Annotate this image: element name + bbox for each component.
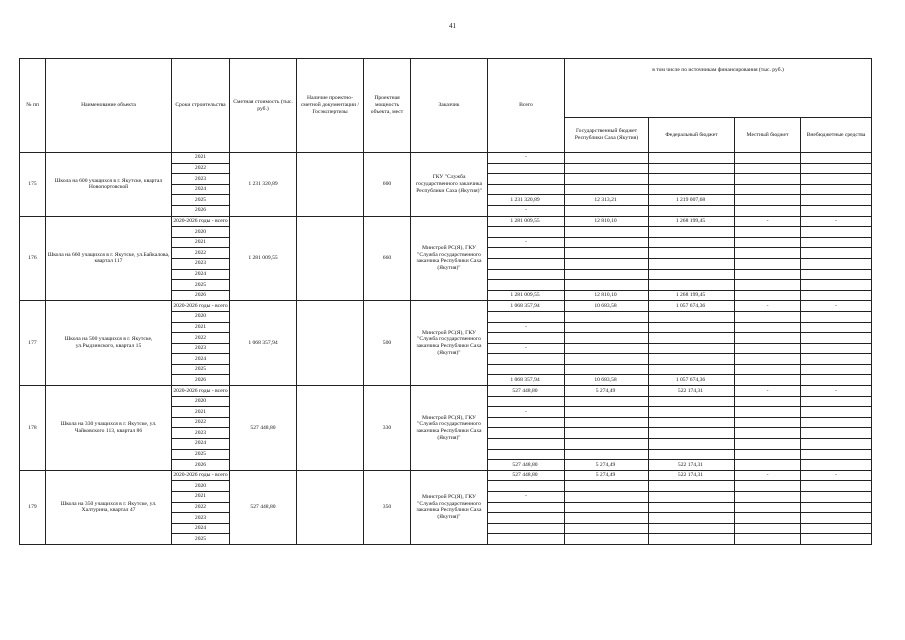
table-row	[20, 153, 872, 164]
year-cell: 2022	[172, 333, 230, 344]
federal-budget-cell	[649, 417, 735, 428]
local-budget-cell	[735, 481, 801, 492]
offbudget-cell	[801, 460, 872, 471]
total-cell	[488, 163, 565, 174]
state-budget-cell	[565, 174, 649, 185]
header-local-budget: Местный бюджет	[735, 118, 801, 153]
state-budget-cell: 10 683,58	[565, 375, 649, 386]
object-number: 178	[20, 386, 46, 471]
federal-budget-cell	[649, 184, 735, 195]
offbudget-cell	[801, 407, 872, 418]
header-row	[20, 59, 872, 118]
total-cell: -	[488, 407, 565, 418]
total-cell: -	[488, 322, 565, 333]
offbudget-cell	[801, 492, 872, 503]
object-customer: Минстрой РС(Я), ГКУ "Служба государственного заказчика Республики Саха (Якутия)"	[411, 216, 488, 301]
object-capacity: 500	[364, 301, 411, 386]
header-docs: Наличие проектно-сметной документации /Госэкспертизы	[297, 59, 364, 153]
total-cell	[488, 396, 565, 407]
state-budget-cell	[565, 417, 649, 428]
local-budget-cell	[735, 205, 801, 216]
federal-budget-cell	[649, 396, 735, 407]
state-budget-cell	[565, 280, 649, 291]
offbudget-cell	[801, 375, 872, 386]
state-budget-cell	[565, 439, 649, 450]
year-cell: 2020-2026 годы - всего	[172, 386, 230, 397]
local-budget-cell	[735, 449, 801, 460]
year-cell: 2023	[172, 174, 230, 185]
header-customer: Заказчик	[411, 59, 488, 153]
total-cell	[488, 428, 565, 439]
total-cell: -	[488, 343, 565, 354]
local-budget-cell	[735, 248, 801, 259]
local-budget-cell	[735, 523, 801, 534]
offbudget-cell	[801, 502, 872, 513]
state-budget-cell	[565, 184, 649, 195]
local-budget-cell	[735, 237, 801, 248]
object-customer: Минстрой РС(Я), ГКУ "Служба государственного заказчика Республики Саха (Якутия)"	[411, 470, 488, 544]
offbudget-cell	[801, 343, 872, 354]
year-cell: 2025	[172, 364, 230, 375]
local-budget-cell	[735, 290, 801, 301]
total-cell	[488, 417, 565, 428]
year-cell: 2024	[172, 269, 230, 280]
state-budget-cell	[565, 237, 649, 248]
offbudget-cell: -	[801, 470, 872, 481]
total-cell	[488, 248, 565, 259]
state-budget-cell	[565, 396, 649, 407]
object-cost: 527 448,80	[230, 386, 297, 471]
year-cell: 2026	[172, 290, 230, 301]
federal-budget-cell	[649, 205, 735, 216]
local-budget-cell: -	[735, 470, 801, 481]
year-cell: 2026	[172, 375, 230, 386]
local-budget-cell	[735, 375, 801, 386]
year-cell: 2025	[172, 280, 230, 291]
object-docs	[297, 386, 364, 471]
total-cell: -	[488, 205, 565, 216]
total-cell	[488, 364, 565, 375]
offbudget-cell	[801, 258, 872, 269]
total-cell	[488, 523, 565, 534]
offbudget-cell	[801, 428, 872, 439]
federal-budget-cell	[649, 492, 735, 503]
federal-budget-cell	[649, 153, 735, 164]
table-body	[20, 153, 872, 545]
local-budget-cell	[735, 258, 801, 269]
total-cell	[488, 311, 565, 322]
federal-budget-cell	[649, 333, 735, 344]
year-cell: 2023	[172, 343, 230, 354]
object-name: Школа на 600 учащихся в г. Якутске, квартал Новопортовской	[46, 153, 172, 217]
year-cell: 2021	[172, 322, 230, 333]
object-name: Школа на 350 учащихся в г. Якутске, ул. Халтурина, квартал 47	[46, 470, 172, 544]
federal-budget-cell: 522 174,31	[649, 460, 735, 471]
year-cell: 2023	[172, 258, 230, 269]
object-capacity: 660	[364, 216, 411, 301]
state-budget-cell	[565, 407, 649, 418]
local-budget-cell	[735, 153, 801, 164]
total-cell: 527 448,80	[488, 470, 565, 481]
offbudget-cell	[801, 439, 872, 450]
offbudget-cell	[801, 354, 872, 365]
year-cell: 2020-2026 годы - всего	[172, 216, 230, 227]
year-cell: 2020	[172, 481, 230, 492]
federal-budget-cell	[649, 237, 735, 248]
local-budget-cell	[735, 492, 801, 503]
header-capacity: Проектная мощность объекта, мест	[364, 59, 411, 153]
federal-budget-cell	[649, 248, 735, 259]
total-cell: -	[488, 237, 565, 248]
total-cell: 1 068 357,94	[488, 375, 565, 386]
federal-budget-cell: 1 268 199,45	[649, 216, 735, 227]
offbudget-cell	[801, 153, 872, 164]
offbudget-cell	[801, 481, 872, 492]
year-cell: 2025	[172, 534, 230, 545]
offbudget-cell	[801, 174, 872, 185]
state-budget-cell	[565, 227, 649, 238]
federal-budget-cell	[649, 439, 735, 450]
year-cell: 2021	[172, 407, 230, 418]
offbudget-cell	[801, 364, 872, 375]
state-budget-cell: 10 683,58	[565, 301, 649, 312]
object-name: Школа на 500 учащихся в г. Якутске, ул.Рыдзинского, квартал 15	[46, 301, 172, 386]
federal-budget-cell	[649, 523, 735, 534]
header-name: Наименование объекта	[46, 59, 172, 153]
state-budget-cell	[565, 492, 649, 503]
federal-budget-cell	[649, 174, 735, 185]
state-budget-cell	[565, 343, 649, 354]
total-cell	[488, 439, 565, 450]
federal-budget-cell: 522 174,31	[649, 470, 735, 481]
page-number: 41	[449, 22, 456, 30]
object-docs	[297, 301, 364, 386]
offbudget-cell: -	[801, 216, 872, 227]
object-cost: 527 448,80	[230, 470, 297, 544]
object-number: 176	[20, 216, 46, 301]
table-row	[20, 386, 872, 397]
year-cell: 2022	[172, 417, 230, 428]
total-cell: 1 231 320,89	[488, 195, 565, 206]
local-budget-cell	[735, 343, 801, 354]
state-budget-cell: 5 274,49	[565, 470, 649, 481]
object-capacity: 350	[364, 470, 411, 544]
year-cell: 2021	[172, 153, 230, 164]
state-budget-cell	[565, 333, 649, 344]
offbudget-cell	[801, 534, 872, 545]
offbudget-cell	[801, 396, 872, 407]
local-budget-cell	[735, 163, 801, 174]
year-cell: 2025	[172, 195, 230, 206]
federal-budget-cell	[649, 343, 735, 354]
object-name: Школа на 660 учащихся в г. Якутске, ул.Байкалова, квартал 117	[46, 216, 172, 301]
federal-budget-cell	[649, 280, 735, 291]
object-cost: 1 231 320,89	[230, 153, 297, 217]
year-cell: 2021	[172, 492, 230, 503]
object-name: Школа на 330 учащихся в г. Якутске, ул. Чайковского 113, квартал 86	[46, 386, 172, 471]
table-row	[20, 216, 872, 227]
total-cell	[488, 280, 565, 291]
object-number: 177	[20, 301, 46, 386]
local-budget-cell	[735, 322, 801, 333]
federal-budget-cell: 522 174,31	[649, 386, 735, 397]
offbudget-cell	[801, 195, 872, 206]
local-budget-cell	[735, 364, 801, 375]
local-budget-cell	[735, 195, 801, 206]
state-budget-cell	[565, 322, 649, 333]
year-cell: 2025	[172, 449, 230, 460]
state-budget-cell	[565, 153, 649, 164]
year-cell: 2020	[172, 311, 230, 322]
offbudget-cell	[801, 513, 872, 524]
local-budget-cell	[735, 439, 801, 450]
total-cell	[488, 258, 565, 269]
total-cell	[488, 269, 565, 280]
local-budget-cell	[735, 227, 801, 238]
object-cost: 1 281 009,55	[230, 216, 297, 301]
local-budget-cell: -	[735, 216, 801, 227]
object-docs	[297, 153, 364, 217]
total-cell: 527 448,80	[488, 386, 565, 397]
header-sources: в том числе по источникам финансирования (тыс. руб.)	[565, 59, 872, 118]
state-budget-cell: 5 274,49	[565, 386, 649, 397]
year-cell: 2020	[172, 396, 230, 407]
header-state-budget: Государственный бюджет Республики Саха (Якутия)	[565, 118, 649, 153]
local-budget-cell	[735, 534, 801, 545]
local-budget-cell	[735, 407, 801, 418]
offbudget-cell	[801, 248, 872, 259]
year-cell: 2024	[172, 439, 230, 450]
state-budget-cell	[565, 258, 649, 269]
offbudget-cell: -	[801, 386, 872, 397]
state-budget-cell	[565, 248, 649, 259]
total-cell: 1 281 009,55	[488, 290, 565, 301]
total-cell	[488, 333, 565, 344]
offbudget-cell	[801, 523, 872, 534]
federal-budget-cell	[649, 269, 735, 280]
federal-budget-cell	[649, 407, 735, 418]
object-capacity: 600	[364, 153, 411, 217]
state-budget-cell	[565, 513, 649, 524]
state-budget-cell	[565, 428, 649, 439]
year-cell: 2024	[172, 184, 230, 195]
total-cell: 527 448,80	[488, 460, 565, 471]
offbudget-cell	[801, 311, 872, 322]
federal-budget-cell	[649, 354, 735, 365]
year-cell: 2026	[172, 460, 230, 471]
state-budget-cell	[565, 205, 649, 216]
state-budget-cell	[565, 523, 649, 534]
local-budget-cell	[735, 280, 801, 291]
offbudget-cell	[801, 290, 872, 301]
total-cell: -	[488, 153, 565, 164]
federal-budget-cell	[649, 481, 735, 492]
local-budget-cell	[735, 460, 801, 471]
header-federal-budget: Федеральный бюджет	[649, 118, 735, 153]
local-budget-cell	[735, 184, 801, 195]
state-budget-cell: 12 810,10	[565, 216, 649, 227]
state-budget-cell: 12 313,21	[565, 195, 649, 206]
offbudget-cell	[801, 322, 872, 333]
total-cell	[488, 534, 565, 545]
object-cost: 1 068 357,94	[230, 301, 297, 386]
federal-budget-cell	[649, 163, 735, 174]
federal-budget-cell	[649, 534, 735, 545]
offbudget-cell	[801, 237, 872, 248]
year-cell: 2023	[172, 428, 230, 439]
total-cell	[488, 184, 565, 195]
year-cell: 2022	[172, 248, 230, 259]
header-offbudget: Внебюджетные средства	[801, 118, 872, 153]
object-customer: ГКУ "Служба государственного заказчика Республики Саха (Якутия)"	[411, 153, 488, 217]
year-cell: 2026	[172, 205, 230, 216]
local-budget-cell	[735, 396, 801, 407]
local-budget-cell	[735, 513, 801, 524]
year-cell: 2024	[172, 354, 230, 365]
year-cell: 2020-2026 годы - всего	[172, 470, 230, 481]
state-budget-cell	[565, 163, 649, 174]
offbudget-cell	[801, 280, 872, 291]
total-cell	[488, 449, 565, 460]
object-docs	[297, 216, 364, 301]
offbudget-cell	[801, 417, 872, 428]
state-budget-cell	[565, 311, 649, 322]
year-cell: 2024	[172, 523, 230, 534]
object-customer: Минстрой РС(Я), ГКУ "Служба государственного заказчика Республики Саха (Якутия)"	[411, 301, 488, 386]
financing-table	[19, 58, 872, 545]
total-cell	[488, 227, 565, 238]
year-cell: 2020	[172, 227, 230, 238]
table-row	[20, 470, 872, 481]
object-customer: Минстрой РС(Я), ГКУ "Служба государственного заказчика Республики Саха (Якутия)"	[411, 386, 488, 471]
federal-budget-cell	[649, 311, 735, 322]
federal-budget-cell	[649, 513, 735, 524]
federal-budget-cell: 1 057 674,36	[649, 375, 735, 386]
offbudget-cell: -	[801, 301, 872, 312]
year-cell: 2022	[172, 502, 230, 513]
local-budget-cell	[735, 502, 801, 513]
total-cell	[488, 481, 565, 492]
federal-budget-cell	[649, 364, 735, 375]
year-cell: 2020-2026 годы - всего	[172, 301, 230, 312]
federal-budget-cell	[649, 258, 735, 269]
total-cell	[488, 354, 565, 365]
local-budget-cell	[735, 417, 801, 428]
state-budget-cell	[565, 269, 649, 280]
local-budget-cell	[735, 428, 801, 439]
year-cell: 2022	[172, 163, 230, 174]
local-budget-cell	[735, 269, 801, 280]
state-budget-cell	[565, 534, 649, 545]
local-budget-cell: -	[735, 386, 801, 397]
local-budget-cell	[735, 174, 801, 185]
header-total: Всего	[488, 59, 565, 153]
federal-budget-cell: 1 268 199,45	[649, 290, 735, 301]
offbudget-cell	[801, 205, 872, 216]
federal-budget-cell	[649, 322, 735, 333]
total-cell	[488, 513, 565, 524]
local-budget-cell: -	[735, 301, 801, 312]
offbudget-cell	[801, 163, 872, 174]
offbudget-cell	[801, 333, 872, 344]
offbudget-cell	[801, 269, 872, 280]
federal-budget-cell	[649, 428, 735, 439]
object-docs	[297, 470, 364, 544]
total-cell: -	[488, 492, 565, 503]
local-budget-cell	[735, 311, 801, 322]
offbudget-cell	[801, 227, 872, 238]
offbudget-cell	[801, 184, 872, 195]
offbudget-cell	[801, 449, 872, 460]
year-cell: 2023	[172, 513, 230, 524]
total-cell: 1 068 357,94	[488, 301, 565, 312]
federal-budget-cell	[649, 449, 735, 460]
state-budget-cell: 12 810,10	[565, 290, 649, 301]
object-number: 175	[20, 153, 46, 217]
local-budget-cell	[735, 354, 801, 365]
year-cell: 2021	[172, 237, 230, 248]
table-row	[20, 301, 872, 312]
header-period: Сроки строительства	[172, 59, 230, 153]
total-cell: 1 281 009,55	[488, 216, 565, 227]
state-budget-cell	[565, 481, 649, 492]
state-budget-cell	[565, 449, 649, 460]
federal-budget-cell	[649, 227, 735, 238]
total-cell	[488, 502, 565, 513]
state-budget-cell: 5 274,49	[565, 460, 649, 471]
object-number: 179	[20, 470, 46, 544]
object-capacity: 330	[364, 386, 411, 471]
header-cost: Сметная стоимость (тыс. руб.)	[230, 59, 297, 153]
header-no: № пп	[20, 59, 46, 153]
federal-budget-cell: 1 057 674,36	[649, 301, 735, 312]
federal-budget-cell: 1 219 007,68	[649, 195, 735, 206]
state-budget-cell	[565, 502, 649, 513]
state-budget-cell	[565, 364, 649, 375]
local-budget-cell	[735, 333, 801, 344]
state-budget-cell	[565, 354, 649, 365]
federal-budget-cell	[649, 502, 735, 513]
total-cell	[488, 174, 565, 185]
